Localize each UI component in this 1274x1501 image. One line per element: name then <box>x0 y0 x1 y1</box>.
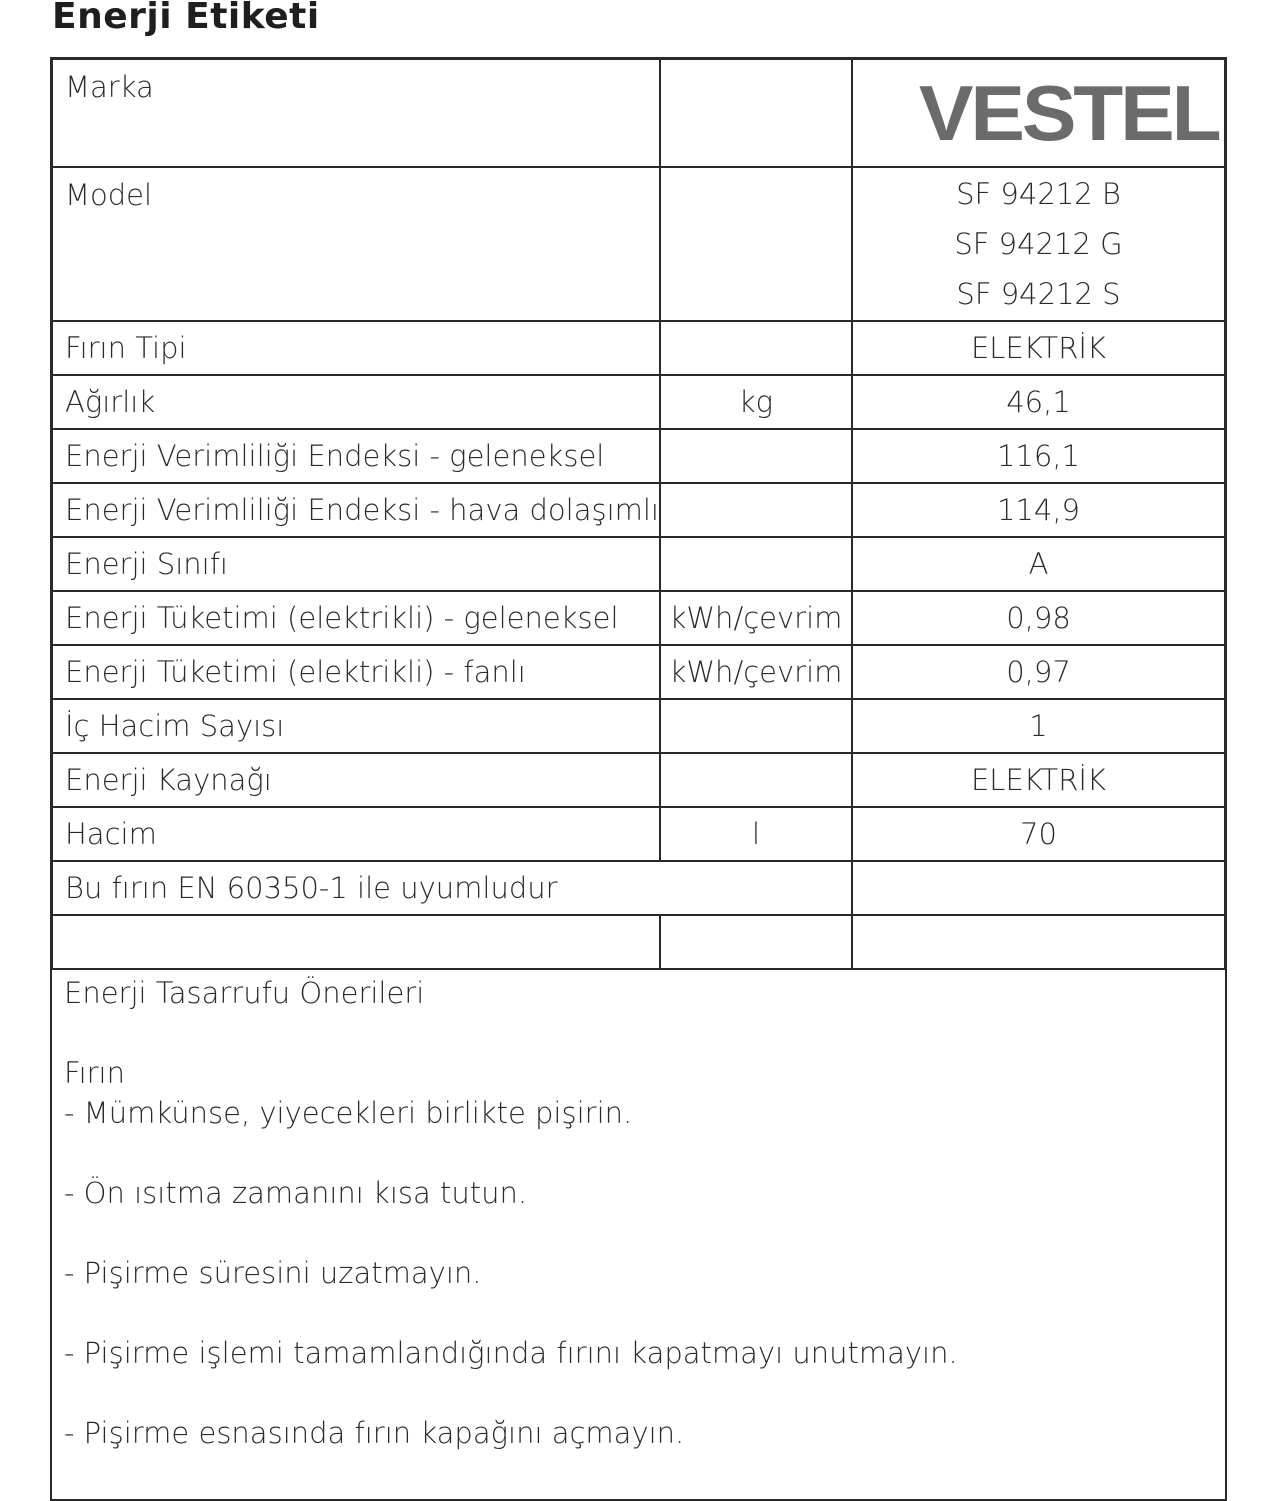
table-row <box>52 429 1225 483</box>
tip-item: - Ön ısıtma zamanını kısa tutun. <box>64 1176 528 1210</box>
row-label: Enerji Tüketimi (elektrikli) - geleneksel <box>52 591 660 645</box>
model-values <box>852 167 1225 321</box>
brand-label: Marka <box>52 59 660 167</box>
row-value: 0,97 <box>852 645 1225 699</box>
table-row <box>52 375 1225 429</box>
row-value: 116,1 <box>852 429 1225 483</box>
row-label: Ağırlık <box>52 375 660 429</box>
table-row <box>52 753 1225 807</box>
tip-item: - Pişirme esnasında fırın kapağını açmayın. <box>64 1416 685 1450</box>
table-row <box>52 537 1225 591</box>
model-unit <box>660 167 852 321</box>
row-label: Hacim <box>52 807 660 861</box>
brand-unit <box>660 59 852 167</box>
row-unit <box>660 321 852 375</box>
empty-cell <box>52 915 660 969</box>
vestel-logo: VESTEL <box>918 68 1219 157</box>
row-label: Enerji Verimliliği Endeksi - geleneksel <box>52 429 660 483</box>
row-unit <box>660 537 852 591</box>
table-row <box>52 807 1225 861</box>
row-label: İç Hacim Sayısı <box>52 699 660 753</box>
table-row <box>52 645 1225 699</box>
row-label: Enerji Tüketimi (elektrikli) - fanlı <box>52 645 660 699</box>
row-value: 46,1 <box>852 375 1225 429</box>
brand-logo-cell <box>852 59 1225 167</box>
table-row-empty <box>52 915 1225 969</box>
row-value: 114,9 <box>852 483 1225 537</box>
page-title: Enerji Etiketi <box>52 0 320 37</box>
table-row-brand <box>52 59 1225 167</box>
energy-label-frame <box>50 57 1227 1501</box>
row-value: 0,98 <box>852 591 1225 645</box>
row-unit: kg <box>660 375 852 429</box>
row-unit: l <box>660 807 852 861</box>
row-value: ELEKTRİK <box>852 321 1225 375</box>
table-row <box>52 483 1225 537</box>
empty-cell <box>660 915 852 969</box>
row-value: 70 <box>852 807 1225 861</box>
model-value: SF 94212 S <box>956 277 1121 311</box>
row-label: Enerji Sınıfı <box>52 537 660 591</box>
table-row-model <box>52 167 1225 321</box>
table-row-compliance <box>52 861 1225 915</box>
tips-section: Fırın <box>64 1056 125 1090</box>
tip-item: - Mümkünse, yiyecekleri birlikte pişirin. <box>64 1096 633 1130</box>
row-label: Fırın Tipi <box>52 321 660 375</box>
table-row <box>52 591 1225 645</box>
row-value: A <box>852 537 1225 591</box>
row-label: Enerji Verimliliği Endeksi - hava dolaşımlı <box>52 483 660 537</box>
model-value: SF 94212 G <box>954 227 1123 261</box>
compliance-note: Bu fırın EN 60350-1 ile uyumludur <box>52 861 852 915</box>
empty-cell <box>852 915 1225 969</box>
row-value: 1 <box>852 699 1225 753</box>
compliance-empty <box>852 861 1225 915</box>
energy-saving-tips <box>64 973 958 1453</box>
energy-label-table <box>51 58 1226 970</box>
tip-item: - Pişirme işlemi tamamlandığında fırını kapatmayı unutmayın. <box>64 1336 958 1370</box>
table-row <box>52 321 1225 375</box>
row-label: Enerji Kaynağı <box>52 753 660 807</box>
row-unit <box>660 483 852 537</box>
model-label: Model <box>52 167 660 321</box>
tip-item: - Pişirme süresini uzatmayın. <box>64 1256 482 1290</box>
model-value: SF 94212 B <box>956 177 1121 211</box>
row-unit: kWh/çevrim <box>660 645 852 699</box>
table-row <box>52 699 1225 753</box>
row-unit <box>660 429 852 483</box>
row-value: ELEKTRİK <box>852 753 1225 807</box>
row-unit: kWh/çevrim <box>660 591 852 645</box>
row-unit <box>660 753 852 807</box>
row-unit <box>660 699 852 753</box>
tips-heading: Enerji Tasarrufu Önerileri <box>64 976 425 1010</box>
